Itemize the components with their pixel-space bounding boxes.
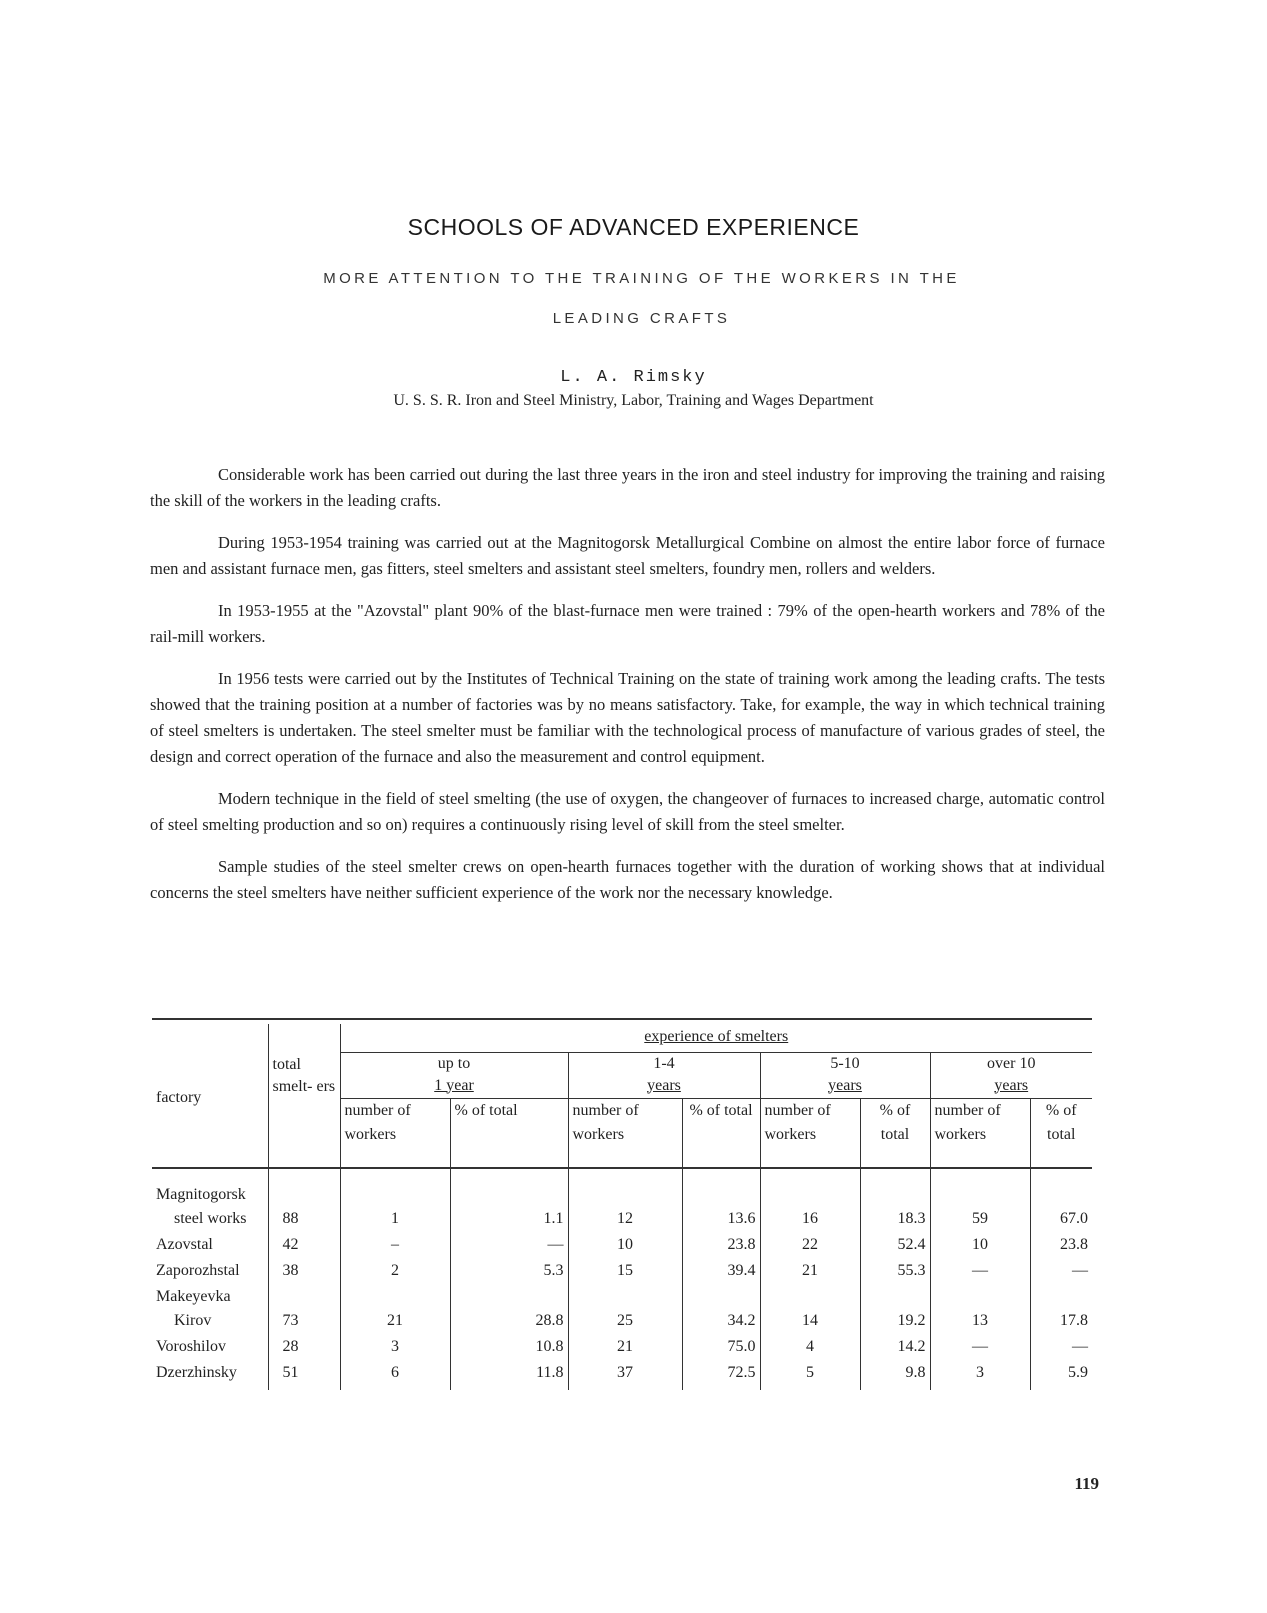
group-label: 5-10	[830, 1054, 860, 1072]
table-row	[152, 1262, 1092, 1288]
header-total: total smelt- ers	[268, 1024, 340, 1168]
affiliation: U. S. S. R. Iron and Steel Ministry, Labor, Training and Wages Department	[393, 392, 874, 409]
factory-name: Magnitogorsk	[156, 1186, 246, 1203]
number-of-workers: 3	[930, 1364, 1030, 1390]
percent-of-total: 13.6	[682, 1210, 760, 1236]
subheader-pct: % of total	[682, 1098, 760, 1168]
subtitle-line-2: LEADING CRAFTS	[552, 310, 731, 327]
paragraph: In 1956 tests were carried out by the Institutes of Technical Training on the state of training work among the leading crafts. The tests showed that the training position at a number of factories was by no means satisfactory. Take, for example, the way in which technical training of steel smelters is undertaken. The steel smelter must be familiar with the technological process of manufacture of various grades of steel, the design and correct operation of the furnace and also the measurement and control equipment.	[150, 669, 1105, 766]
paragraph: Sample studies of the steel smelter crews on open-hearth furnaces together with the duration of working shows that at individual concerns the steel smelters have neither sufficient experience of the work nor the necessary knowledge.	[150, 857, 1105, 902]
percent-of-total: 55.3	[860, 1262, 930, 1288]
table-row	[152, 1338, 1092, 1364]
percent-of-total: —	[1030, 1338, 1092, 1364]
factory-name: Makeyevka	[156, 1288, 231, 1305]
total-smelters: 28	[268, 1338, 340, 1364]
percent-of-total: 39.4	[682, 1262, 760, 1288]
number-of-workers: 16	[760, 1210, 860, 1236]
table-row-label	[152, 1186, 1092, 1210]
header-factory: factory	[156, 1088, 202, 1106]
number-of-workers: 10	[930, 1236, 1030, 1262]
table-row	[152, 1210, 1092, 1236]
paragraph: Considerable work has been carried out during the last three years in the iron and steel industry for improving the training and raising the skill of the workers in the leading crafts.	[150, 465, 1105, 510]
subheader-number: number of workers	[930, 1098, 1030, 1168]
number-of-workers: —	[930, 1262, 1030, 1288]
document-title: SCHOOLS OF ADVANCED EXPERIENCE	[407, 214, 860, 240]
table-row-label	[152, 1288, 1092, 1312]
percent-of-total: 67.0	[1030, 1210, 1092, 1236]
subtitle-line-1: MORE ATTENTION TO THE TRAINING OF THE WORKERS IN THE	[323, 270, 960, 287]
percent-of-total: 17.8	[1030, 1312, 1092, 1338]
number-of-workers: 3	[340, 1338, 450, 1364]
subheader-pct: % of total	[1030, 1098, 1092, 1168]
percent-of-total: 52.4	[860, 1236, 930, 1262]
table-row	[152, 1312, 1092, 1338]
body-text	[150, 462, 1105, 922]
number-of-workers: 10	[568, 1236, 682, 1262]
paragraph: In 1953-1955 at the "Azovstal" plant 90% of the blast-furnace men were trained : 79% of the open-hearth workers and 78% of the rail-mill workers.	[150, 601, 1105, 646]
group-label: 1-4	[653, 1054, 675, 1072]
percent-of-total: —	[450, 1236, 568, 1262]
group-label: years	[647, 1076, 681, 1094]
group-label: over 10	[987, 1054, 1036, 1072]
number-of-workers: 6	[340, 1364, 450, 1390]
percent-of-total: 34.2	[682, 1312, 760, 1338]
factory-name: Voroshilov	[156, 1338, 226, 1355]
number-of-workers: 59	[930, 1210, 1030, 1236]
number-of-workers: 21	[760, 1262, 860, 1288]
percent-of-total: 10.8	[450, 1338, 568, 1364]
percent-of-total: 14.2	[860, 1338, 930, 1364]
number-of-workers: –	[340, 1236, 450, 1262]
group-2	[760, 1052, 930, 1098]
total-smelters: 51	[268, 1364, 340, 1390]
factory-name: Kirov	[174, 1312, 212, 1329]
number-of-workers: 37	[568, 1364, 682, 1390]
number-of-workers: 14	[760, 1312, 860, 1338]
number-of-workers: 5	[760, 1364, 860, 1390]
table-row	[152, 1364, 1092, 1390]
total-smelters: 42	[268, 1236, 340, 1262]
number-of-workers: 1	[340, 1210, 450, 1236]
percent-of-total: 18.3	[860, 1210, 930, 1236]
table-row	[152, 1236, 1092, 1262]
factory-name: Zaporozhstal	[156, 1262, 240, 1279]
table-body	[152, 1186, 1092, 1390]
paragraph: During 1953-1954 training was carried out at the Magnitogorsk Metallurgical Combine on almost the entire labor force of furnace men and assistant furnace men, gas fitters, steel smelters and assistant steel smelters, foundry men, rollers and welders.	[150, 533, 1105, 578]
percent-of-total: 23.8	[1030, 1236, 1092, 1262]
total-smelters: 38	[268, 1262, 340, 1288]
group-3	[930, 1052, 1092, 1098]
header-experience: experience of smelters	[644, 1028, 789, 1045]
factory-name: Azovstal	[156, 1236, 213, 1253]
percent-of-total: 72.5	[682, 1364, 760, 1390]
page-number: 119	[1074, 1474, 1099, 1493]
experience-table	[152, 1018, 1092, 1390]
percent-of-total: 11.8	[450, 1364, 568, 1390]
percent-of-total: 1.1	[450, 1210, 568, 1236]
number-of-workers: 2	[340, 1262, 450, 1288]
number-of-workers: 22	[760, 1236, 860, 1262]
percent-of-total: 19.2	[860, 1312, 930, 1338]
subheader-number: number of workers	[568, 1098, 682, 1168]
factory-name: steel works	[174, 1210, 247, 1227]
factory-name: Dzerzhinsky	[156, 1364, 237, 1381]
number-of-workers: 4	[760, 1338, 860, 1364]
group-0	[340, 1052, 568, 1098]
group-label: years	[828, 1076, 862, 1094]
subheader-number: number of workers	[340, 1098, 450, 1168]
number-of-workers: 15	[568, 1262, 682, 1288]
subheader-pct: % of total	[860, 1098, 930, 1168]
author: L. A. Rimsky	[560, 368, 707, 387]
number-of-workers: 12	[568, 1210, 682, 1236]
percent-of-total: —	[1030, 1262, 1092, 1288]
number-of-workers: 25	[568, 1312, 682, 1338]
percent-of-total: 9.8	[860, 1364, 930, 1390]
percent-of-total: 23.8	[682, 1236, 760, 1262]
percent-of-total: 5.3	[450, 1262, 568, 1288]
group-1	[568, 1052, 760, 1098]
paragraph: Modern technique in the field of steel smelting (the use of oxygen, the changeover of furnaces to increased charge, automatic control of steel smelting production and so on) requires a continuously rising level of skill from the steel smelter.	[150, 789, 1105, 834]
number-of-workers: 21	[340, 1312, 450, 1338]
group-label: up to	[437, 1054, 471, 1072]
percent-of-total: 5.9	[1030, 1364, 1092, 1390]
number-of-workers: 21	[568, 1338, 682, 1364]
number-of-workers: 13	[930, 1312, 1030, 1338]
number-of-workers: —	[930, 1338, 1030, 1364]
total-smelters: 73	[268, 1312, 340, 1338]
total-smelters: 88	[268, 1210, 340, 1236]
group-label: 1 year	[434, 1076, 474, 1094]
percent-of-total: 28.8	[450, 1312, 568, 1338]
subheader-number: number of workers	[760, 1098, 860, 1168]
percent-of-total: 75.0	[682, 1338, 760, 1364]
group-label: years	[994, 1076, 1029, 1094]
subheader-pct: % of total	[450, 1098, 568, 1168]
